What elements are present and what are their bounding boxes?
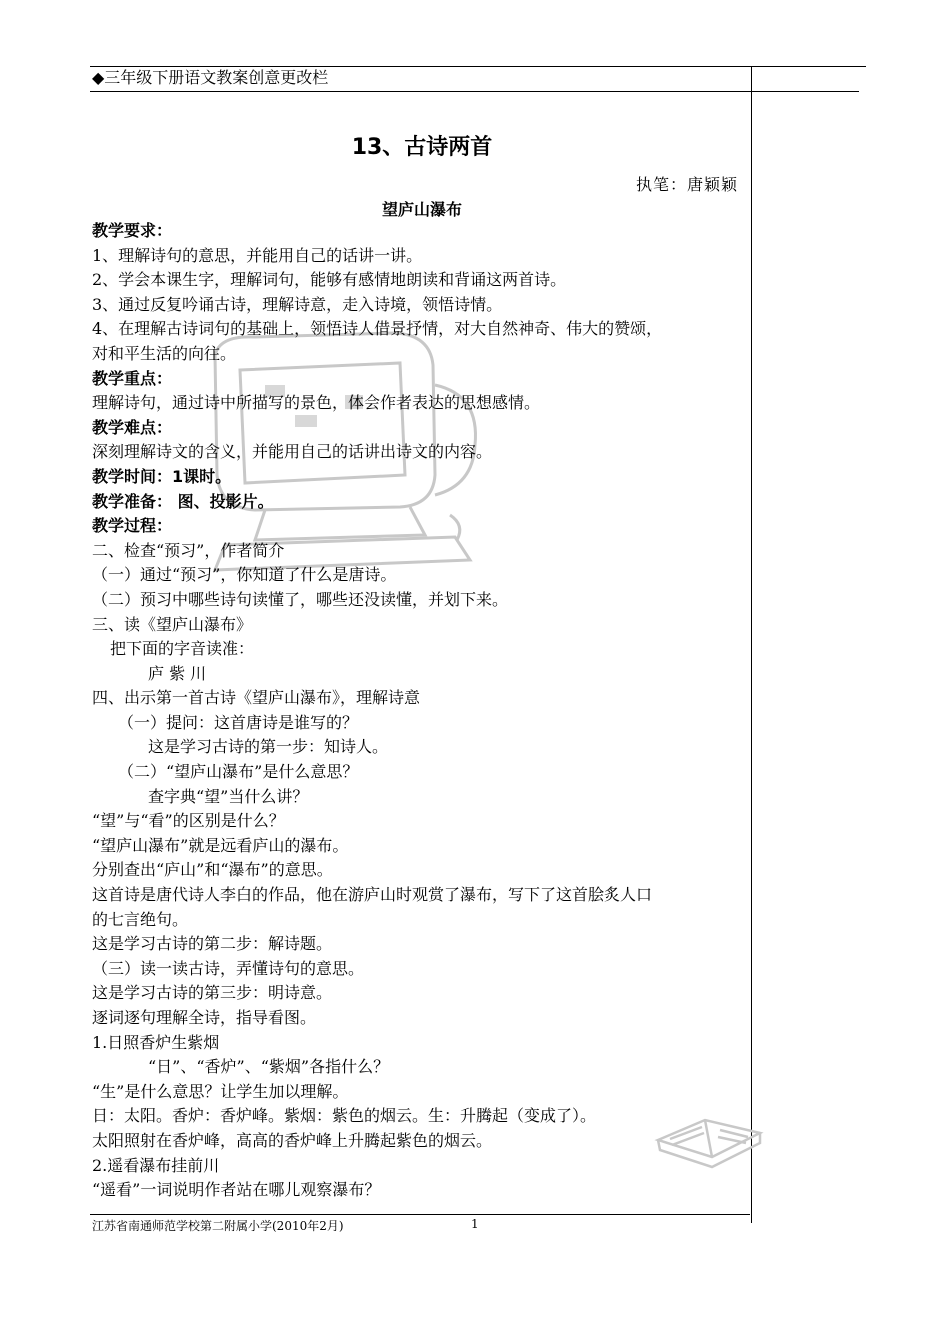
text-line: 3、通过反复吟诵古诗，理解诗意，走入诗境，领悟诗情。 — [92, 294, 503, 314]
text-line: 深刻理解诗文的含义，并能用自己的话讲出诗文的内容。 — [92, 442, 493, 462]
page-title: 13、古诗两首 — [351, 135, 493, 160]
text-line: （一）提问：这首唐诗是谁写的？ — [118, 712, 359, 732]
header-underline — [90, 91, 859, 92]
section-heading: 教学重点： — [92, 368, 173, 388]
text-line: 日：太阳。香炉：香炉峰。紫烟：紫色的烟云。生：升腾起（变成了）。 — [92, 1106, 597, 1126]
section-heading: 教学时间：1课时。 — [92, 466, 232, 486]
text-line: 查字典“望”当什么讲？ — [148, 786, 309, 806]
text-line: 2.遥看瀑布挂前川 — [92, 1155, 220, 1175]
text-line: 三、读《望庐山瀑布》 — [92, 614, 253, 634]
text-line: （一）通过“预习”，你知道了什么是唐诗。 — [92, 565, 397, 585]
text-line: 这是学习古诗的第二步：解诗题。 — [92, 934, 333, 954]
section-heading: 教学过程： — [92, 516, 173, 536]
section-heading: 教学难点： — [92, 417, 173, 437]
text-line: 庐 紫 川 — [148, 663, 207, 683]
lesson-body — [92, 219, 757, 1203]
text-line: 太阳照射在香炉峰，高高的香炉峰上升腾起紫色的烟云。 — [92, 1130, 493, 1150]
text-line: “日”、“香炉”、“紫烟”各指什么？ — [148, 1057, 390, 1077]
text-line: （三）读一读古诗，弄懂诗句的意思。 — [92, 958, 365, 978]
text-line: 4、在理解古诗词句的基础上，领悟诗人借景抒情，对大自然神奇、伟大的赞颂， — [92, 319, 663, 339]
text-line: 对和平生活的向往。 — [92, 343, 237, 363]
text-line: 1、理解诗句的意思，并能用自己的话讲一讲。 — [92, 245, 423, 265]
text-line: “望庐山瀑布”就是远看庐山的瀑布。 — [92, 835, 349, 855]
text-line: 分别查出“庐山”和“瀑布”的意思。 — [92, 860, 333, 880]
bottom-rule — [90, 1214, 750, 1215]
header-title: ◆三年级下册语文教案创意更改栏 — [92, 68, 329, 87]
text-line: （二）预习中哪些诗句读懂了，哪些还没读懂，并划下来。 — [92, 589, 509, 609]
page-number: 1 — [471, 1217, 479, 1231]
poem-title: 望庐山瀑布 — [381, 200, 462, 219]
text-line: “生”是什么意思？让学生加以理解。 — [92, 1081, 349, 1101]
section-heading: 教学要求： — [92, 221, 173, 240]
footer-school: 江苏省南通师范学校第二附属小学(2010年2月) — [92, 1219, 344, 1233]
text-line: 逐词逐句理解全诗，指导看图。 — [92, 1008, 317, 1027]
text-line: 二、检查“预习”，作者简介 — [92, 540, 285, 560]
top-rule — [90, 66, 866, 67]
text-line: 1.日照香炉生紫烟 — [92, 1032, 220, 1052]
text-line: 把下面的字音读准： — [110, 639, 255, 659]
text-line: 四、出示第一首古诗《望庐山瀑布》，理解诗意 — [92, 688, 421, 708]
text-line: 2、学会本课生字，理解词句，能够有感情地朗读和背诵这两首诗。 — [92, 270, 567, 290]
text-line: 这首诗是唐代诗人李白的作品，他在游庐山时观赏了瀑布，写下了这首脍炙人口 — [92, 885, 653, 905]
text-line: （二）“望庐山瀑布”是什么意思？ — [118, 762, 359, 782]
text-line: “望”与“看”的区别是什么？ — [92, 811, 285, 831]
text-line: 这是学习古诗的第三步：明诗意。 — [92, 983, 333, 1003]
section-heading: 教学准备： 图、投影片。 — [92, 491, 274, 511]
text-line: 理解诗句，通过诗中所描写的景色，体会作者表达的思想感情。 — [92, 393, 541, 413]
author-line: 执笔：唐颖颖 — [635, 175, 738, 194]
text-line: “遥看”一词说明作者站在哪儿观察瀑布？ — [92, 1180, 381, 1200]
text-line: 的七言绝句。 — [92, 909, 189, 929]
text-line: 这是学习古诗的第一步：知诗人。 — [148, 737, 389, 757]
